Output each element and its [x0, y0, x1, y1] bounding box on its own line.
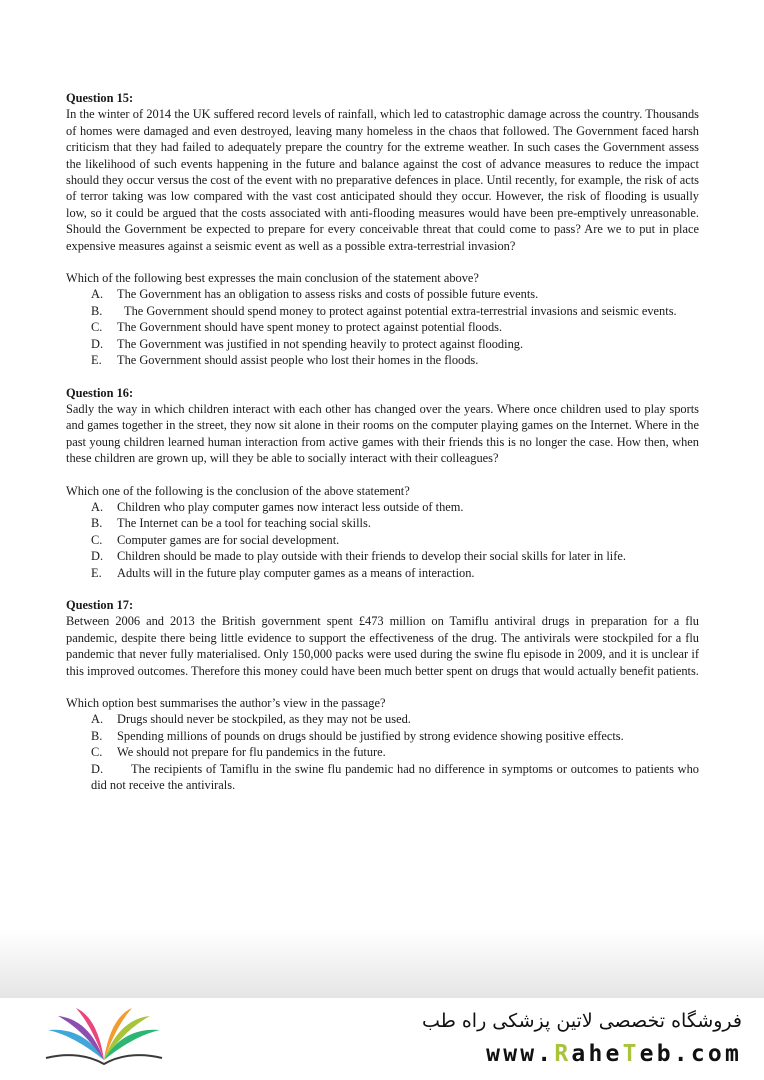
- page-bottom-shadow: [0, 930, 764, 1000]
- option-letter: B.: [91, 516, 103, 531]
- question-title: Question 17:: [66, 597, 134, 612]
- option-letter: B.: [91, 728, 103, 743]
- site-letter: e: [639, 1041, 657, 1067]
- option-letter: A.: [91, 287, 104, 302]
- option-letter: C.: [91, 532, 103, 547]
- document-body: [66, 90, 699, 793]
- option-letter: C.: [91, 320, 103, 335]
- site-suffix: .com: [673, 1041, 742, 1067]
- answer-option: [91, 499, 699, 515]
- answer-option: [91, 303, 699, 319]
- site-letter: a: [571, 1041, 589, 1067]
- option-letter: A.: [91, 499, 104, 514]
- question-title: Question 15:: [66, 91, 134, 105]
- option-text: Computer games are for social development.: [117, 532, 340, 547]
- answer-options: [66, 286, 699, 368]
- option-letter: E.: [91, 565, 102, 580]
- answer-option: [91, 515, 699, 531]
- answer-option: [91, 728, 699, 744]
- option-letter: E.: [91, 353, 102, 368]
- option-letter: B.: [91, 303, 103, 318]
- question-prompt: Which option best summarises the author’s view in the passage?: [66, 696, 386, 710]
- question-title: Question 16:: [66, 385, 134, 400]
- answer-option: [91, 565, 699, 581]
- option-text: Children should be made to play outside with their friends to develop their social skills for later in life.: [117, 549, 626, 564]
- option-text: The Government should spend money to protect against potential extra-terrestrial invasions and seismic events.: [124, 303, 677, 318]
- site-letter: h: [588, 1041, 606, 1067]
- option-letter: C.: [91, 745, 103, 760]
- site-letter: T: [622, 1041, 640, 1067]
- shop-name: فروشگاه تخصصی لاتین پزشکی راه طب: [422, 1010, 742, 1032]
- question-prompt: Which of the following best expresses the main conclusion of the statement above?: [66, 271, 479, 286]
- option-text: The Government was justified in not spending heavily to protect against flooding.: [117, 336, 524, 351]
- site-letter: R: [554, 1041, 572, 1067]
- option-text: Drugs should never be stockpiled, as they may not be used.: [117, 712, 411, 727]
- option-text: The Internet can be a tool for teaching social skills.: [117, 516, 371, 531]
- answer-option: [91, 532, 699, 548]
- option-letter: D.: [91, 336, 104, 351]
- option-text: Spending millions of pounds on drugs should be justified by strong evidence showing positive effects.: [117, 728, 624, 743]
- question-15: [66, 90, 699, 369]
- option-text: We should not prepare for flu pandemics in the future.: [117, 745, 386, 760]
- answer-options: [66, 499, 699, 581]
- footer-banner: [0, 998, 764, 1080]
- answer-option: [91, 548, 699, 564]
- site-letter: e: [605, 1041, 623, 1067]
- option-text: The Government should have spent money to protect against potential floods.: [117, 320, 503, 335]
- option-text: Adults will in the future play computer games as a means of interaction.: [117, 565, 475, 580]
- question-16: [66, 385, 699, 581]
- answer-option: [91, 761, 699, 794]
- answer-option: [91, 744, 699, 760]
- answer-option: [91, 352, 699, 368]
- option-text: The Government has an obligation to assess risks and costs of possible future events.: [117, 287, 539, 302]
- open-book-logo-icon: [40, 1006, 168, 1068]
- question-prompt: Which one of the following is the conclusion of the above statement?: [66, 483, 410, 498]
- question-passage: Sadly the way in which children interact with each other has changed over the years. Where once children used to play sports and games together in the street, they now sit alone in their rooms on the computer playing games on the Internet. Where in the past young children learned human interaction from active games with their friends this is no longer the case. How then, when these children are grown up, will they be able to socially interact with their colleagues?: [66, 401, 699, 466]
- option-letter: D.: [91, 549, 104, 564]
- option-text: The recipients of Tamiflu in the swine flu pandemic had no difference in symptoms or outcomes to patients who did not receive the antivirals.: [91, 761, 699, 793]
- website-address[interactable]: [486, 1041, 742, 1067]
- option-letter: A.: [91, 712, 104, 727]
- option-text: Children who play computer games now interact less outside of them.: [117, 499, 464, 514]
- answer-option: [91, 319, 699, 335]
- site-letter: b: [656, 1041, 674, 1067]
- option-text: The Government should assist people who lost their homes in the floods.: [117, 353, 479, 368]
- answer-option: [91, 286, 699, 302]
- answer-option: [91, 336, 699, 352]
- question-17: [66, 597, 699, 793]
- answer-option: [91, 711, 699, 727]
- site-prefix: www.: [486, 1041, 555, 1067]
- answer-options: [66, 711, 699, 793]
- question-passage: Between 2006 and 2013 the British government spent £473 million on Tamiflu antiviral drugs in preparation for a flu pandemic, despite there being little evidence to support the effectiveness of the drug. The antivirals were stockpiled for a flu pandemic that never fully materialised. Only 150,000 packs were used during the swine flu episode in 2009, and it is unclear if this improved outcomes. Therefore this money could have been much better spent on drugs that would actually benefit patients.: [66, 614, 699, 678]
- question-passage: In the winter of 2014 the UK suffered record levels of rainfall, which led to catastrophic damage across the country. Thousands of homes were damaged and even destroyed, leaving many homeless in the chaos that followed. The Government faced harsh criticism that they had failed to adequately prepare the country for the extreme weather. In such cases the Government assess the likelihood of such events happening in the future and balance against the cost of advance measures to reduce the impact should they occur versus the cost of the event with no preparative defences in place. Until recently, for example, the risk of acts of terror taking was low compared with the vast cost anticipated should they occur. However, the risk of flooding is usually low, so it could be argued that the costs associated with anti-flooding measures would have been pre-emptively unreasonable. Should the Government be expected to prepare for every conceivable threat that could come to pass? Are we to put in place expensive measures against a seismic event as well as a possible extra-terrestrial invasion?: [66, 107, 699, 253]
- option-letter: D.: [91, 761, 104, 776]
